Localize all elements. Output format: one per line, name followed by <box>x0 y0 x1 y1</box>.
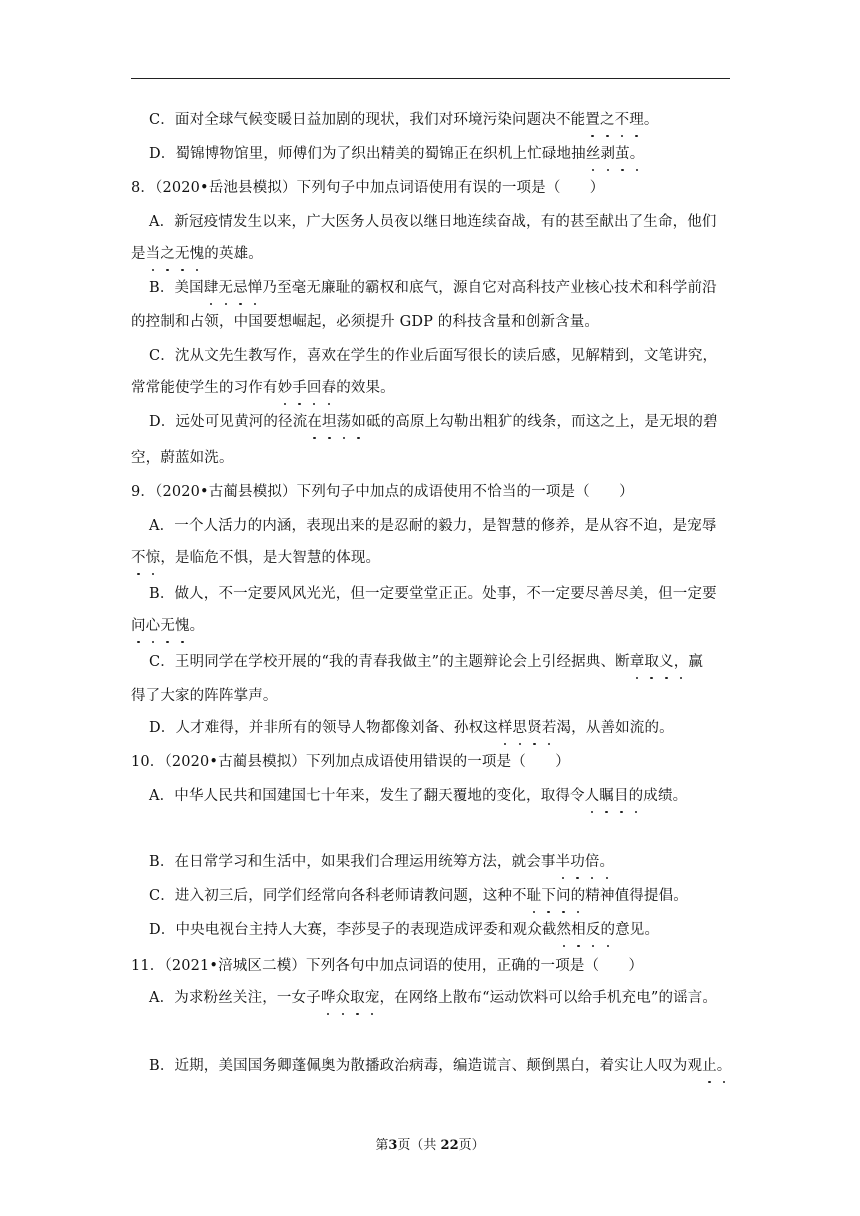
emphasis-char: 妙 <box>278 376 293 400</box>
emphasis-char: 耻 <box>527 884 542 908</box>
emphasis-char: 。 <box>630 142 645 166</box>
option-line: C．进入初三后，同学们经常向各科老师请教问题，这种不耻下问的精神值得提倡。 <box>149 884 749 908</box>
emphasis-char: 问 <box>556 884 571 908</box>
footer-suffix: 页） <box>458 1138 485 1153</box>
emphasis-char: 众 <box>336 986 351 1010</box>
option-line: D．蜀锦博物馆里，师傅们为了织出精美的蜀锦正在织机上忙碌地抽丝剥茧。 <box>149 142 749 166</box>
option-line: A．新冠疫情发生以来，广大医务人员夜以继日地连续奋战，有的甚至献出了生命，他们 <box>149 214 717 230</box>
emphasis-char: 人 <box>585 784 600 808</box>
option-line: B．做人，不一定要风风光光，但一定要堂堂正正。处事，不一定要尽善尽美，但一定要 <box>149 586 717 602</box>
option-continuation: 常常能使学生的习作有妙手回春的效果。 <box>131 376 731 400</box>
question-stem: 9．（2020•古蔺县模拟）下列句子中加点的成语使用不恰当的一项是（ ） <box>131 484 634 500</box>
emphasis-char: 坦 <box>322 410 337 434</box>
option-continuation: 得了大家的阵阵掌声。 <box>131 688 278 704</box>
emphasis-char: 反 <box>586 918 601 942</box>
emphasis-char: 肆 <box>204 276 219 300</box>
emphasis-char: 惊 <box>146 546 161 570</box>
option-continuation: 是当之无愧的英雄。 <box>131 242 731 266</box>
emphasis-char: 在 <box>307 410 322 434</box>
option-line: D．远处可见黄河的径流在坦荡如砥的高原上勾勒出粗犷的线条，而这之上，是无垠的碧 <box>149 410 749 434</box>
emphasis-char: 若 <box>542 716 557 740</box>
emphasis-char: 无 <box>160 614 175 638</box>
option-continuation: 的控制和占领，中国要想崛起，必须提升 GDP 的科技含量和创新含量。 <box>131 314 599 330</box>
emphasis-char: 。 <box>717 1054 732 1078</box>
emphasis-char: 倍 <box>585 850 600 874</box>
emphasis-char: ， <box>674 650 689 674</box>
emphasis-char: 然 <box>557 918 572 942</box>
emphasis-char: 功 <box>570 850 585 874</box>
emphasis-char: 半 <box>556 850 571 874</box>
question-stem: 11．（2021•涪城区二模）下列各句中加点词语的使用，正确的一项是（ ） <box>131 958 644 974</box>
option-line: C．面对全球气候变暖日益加剧的现状，我们对环境污染问题决不能置之不理。 <box>149 108 749 132</box>
option-line: B．美国肆无忌惮乃至毫无廉耻的霸权和底气，源自它对高科技产业核心技术和科学前沿 <box>149 276 749 300</box>
emphasis-char: 理 <box>629 108 644 132</box>
emphasis-char: 下 <box>541 884 556 908</box>
page-footer <box>0 1136 860 1156</box>
emphasis-char: 取 <box>350 986 365 1010</box>
footer-mid: 页（共 <box>397 1138 441 1153</box>
emphasis-char: 无 <box>175 242 190 266</box>
emphasis-char: 止 <box>702 1054 717 1078</box>
emphasis-char: 不 <box>615 108 630 132</box>
option-continuation: 空，蔚蓝如洗。 <box>131 450 234 466</box>
emphasis-char: 。 <box>600 850 615 874</box>
option-line: D．中央电视台主持人大赛，李莎旻子的表现造成评委和观众截然相反的意见。 <box>149 918 749 942</box>
emphasis-char: 的 <box>629 784 644 808</box>
emphasis-char: 剥 <box>600 142 615 166</box>
emphasis-char: 不 <box>131 546 146 570</box>
emphasis-char: 的 <box>600 918 615 942</box>
emphasis-char: 之 <box>600 108 615 132</box>
emphasis-char: 手 <box>292 376 307 400</box>
emphasis-char: 瞩 <box>599 784 614 808</box>
option-continuation: 不惊，是临危不惧，是大智慧的体现。 <box>131 546 731 570</box>
emphasis-char: 贤 <box>527 716 542 740</box>
option-line: C．王明同学在学校开展的“我的青春我做主”的主题辩论会上引经据典、断章取义，赢 <box>149 650 749 674</box>
footer-total-pages: 22 <box>440 1138 459 1153</box>
emphasis-char: 章 <box>630 650 645 674</box>
option-line: C．沈从文先生教写作，喜欢在学生的作业后面写很长的读后感，见解精到，文笔讲究， <box>149 348 718 364</box>
question-stem: 10．（2020•古蔺县模拟）下列加点成语使用错误的一项是（ ） <box>131 754 570 770</box>
emphasis-char: 荡 <box>337 410 352 434</box>
emphasis-char: 宠 <box>365 986 380 1010</box>
emphasis-char: 回 <box>307 376 322 400</box>
emphasis-char: 目 <box>614 784 629 808</box>
footer-page-number: 3 <box>388 1138 398 1153</box>
emphasis-char: 之 <box>160 242 175 266</box>
option-line: D．人才难得，并非所有的领导人物都像刘备、孙权这样思贤若渴，从善如流的。 <box>149 716 749 740</box>
emphasis-char: 的 <box>571 884 586 908</box>
emphasis-char: 茧 <box>615 142 630 166</box>
footer-prefix: 第 <box>375 1138 389 1153</box>
emphasis-char: 忌 <box>233 276 248 300</box>
emphasis-char: 心 <box>146 614 161 638</box>
emphasis-char: 哗 <box>321 986 336 1010</box>
emphasis-char: 愧 <box>190 242 205 266</box>
option-line: B．近期，美国国务卿蓬佩奥为散播政治病毒，编造谎言、颠倒黑白，着实让人叹为观止。 <box>149 1054 749 1078</box>
option-continuation: 问心无愧。 <box>131 614 731 638</box>
emphasis-char: 取 <box>644 650 659 674</box>
emphasis-char: 愧 <box>175 614 190 638</box>
emphasis-char: 丝 <box>586 142 601 166</box>
emphasis-char: 相 <box>571 918 586 942</box>
question-stem: 8．（2020•岳池县模拟）下列句子中加点词语使用有误的一项是（ ） <box>131 180 605 196</box>
emphasis-char: 当 <box>146 242 161 266</box>
option-line: A．中华人民共和国建国七十年来，发生了翻天覆地的变化，取得令人瞩目的成绩。 <box>149 784 749 808</box>
emphasis-char: 如 <box>351 410 366 434</box>
emphasis-char: 问 <box>131 614 146 638</box>
header-rule <box>131 78 730 79</box>
emphasis-char: 惮 <box>248 276 263 300</box>
emphasis-char: 义 <box>659 650 674 674</box>
emphasis-char: 样 <box>498 716 513 740</box>
emphasis-char: 置 <box>585 108 600 132</box>
emphasis-char: 春 <box>322 376 337 400</box>
option-line: A．为求粉丝关注，一女子哗众取宠，在网络上散布“运动饮料可以给手机充电”的谣言。 <box>149 986 749 1010</box>
emphasis-char: 思 <box>513 716 528 740</box>
option-line: A．一个人活力的内涵，表现出来的是忍耐的毅力，是智慧的修养，是从容不迫，是宠辱 <box>149 518 717 534</box>
option-line: B．在日常学习和生活中，如果我们合理运用统筹方法，就会事半功倍。 <box>149 850 749 874</box>
emphasis-char: 无 <box>218 276 233 300</box>
